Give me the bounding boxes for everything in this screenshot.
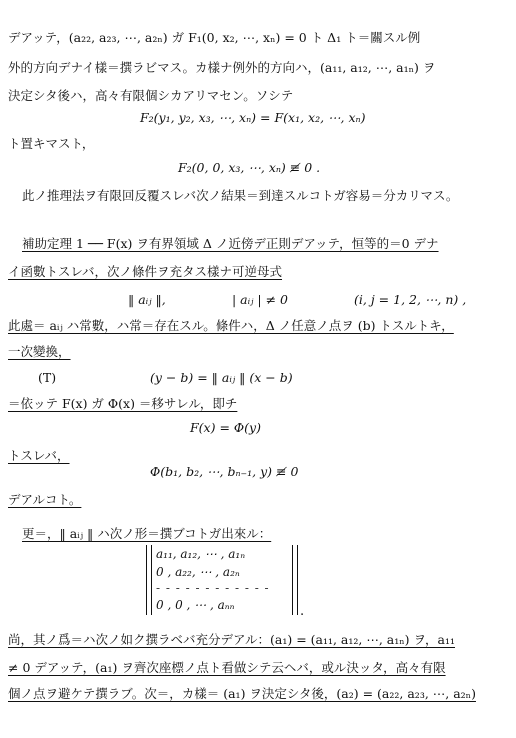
text-line-2: 外的方向デナイ樣＝撰ラビマス。カ樣ナ例外的方向ハ，(a₁₁, a₁₂, ⋯, a₁ₙ) ヲ bbox=[8, 60, 436, 75]
lemma-1-heading: 補助定理 1 ── F(x) ヲ有界領域 Δ ノ近傍デ正則デアッテ，恒等的＝0 デナ bbox=[22, 236, 439, 251]
matrix-row-ellipsis: - - - - - - - - - - - - bbox=[156, 581, 270, 595]
matrix-period: . bbox=[300, 604, 305, 619]
text-line-20: 尚，其ノ爲＝ハ次ノ如ク撰ラベバ充分デアル：(a₁) = (a₁₁, a₁₂, ⋯, a₁ₙ) ヲ，a₁₁ bbox=[8, 632, 455, 647]
text-line-1: デアッテ，(a₂₂, a₂₃, ⋯, a₂ₙ) ガ F₁(0, x₂, ⋯, xₙ) = 0 ト Δ₁ ト＝關スル例 bbox=[8, 30, 421, 45]
matrix-row-n: 0 , 0 , ⋯ , aₙₙ bbox=[156, 598, 235, 612]
text-line-16: トスレバ， bbox=[8, 448, 70, 463]
matrix-left-norm-bar bbox=[146, 545, 152, 615]
text-line-22: 個ノ点ヲ避ケテ撰ラブ。次＝，カ樣＝ (a₁) ヲ決定シタ後，(a₂) = (a₂₂, a₂₃, ⋯, a₂ₙ) bbox=[8, 686, 476, 701]
index-range: (i, j = 1, 2, ⋯, n) , bbox=[354, 292, 467, 307]
text-line-5: ト置キマスト， bbox=[8, 136, 95, 151]
equation-phi-nonzero: Φ(b₁, b₂, ⋯, bₙ₋₁, y) ≢ 0 bbox=[150, 464, 299, 479]
text-line-21: ≠ 0 デアッテ，(a₁) ヲ齊次座標ノ点ト看做シテ云ヘバ，或ル決ッタ，高々有限 bbox=[8, 660, 446, 675]
determinant-condition: | aᵢⱼ | ≠ 0 bbox=[232, 292, 289, 307]
text-line-3: 決定シタ後ハ，高々有限個シカアリマセン。ソシテ bbox=[8, 88, 294, 103]
equation-f2-nonzero: F₂(0, 0, x₃, ⋯, xₙ) ≢ 0 . bbox=[178, 160, 321, 175]
equation-f2-definition: F₂(y₁, y₂, x₃, ⋯, xₙ) = F(x₁, x₂, ⋯, xₙ) bbox=[140, 110, 366, 125]
matrix-row-1: a₁₁, a₁₂, ⋯ , a₁ₙ bbox=[156, 547, 246, 561]
transformation-equation: (y − b) = ‖ aᵢⱼ ‖ (x − b) bbox=[150, 370, 293, 385]
text-line-19: 更＝，‖ aᵢⱼ ‖ ハ次ノ形＝撰ブコトガ出來ル： bbox=[22, 526, 272, 541]
lemma-1-line-2: イ函數トスレバ，次ノ條件ヲ充タス樣ナ可逆母式 bbox=[8, 264, 283, 279]
text-line-11: 此處＝ aᵢⱼ ハ常數，ハ常＝存在スル。條件ハ，Δ ノ任意ノ点ヲ (b) トスルトキ， bbox=[8, 318, 454, 333]
matrix-right-norm-bar bbox=[292, 545, 298, 615]
upper-triangular-matrix bbox=[146, 545, 298, 615]
text-line-14: ＝依ッテ F(x) ガ Φ(x) ＝移サレル，即チ bbox=[8, 396, 238, 411]
text-line-18: デアルコト。 bbox=[8, 492, 82, 507]
text-line-7: 此ノ推理法ヲ有限回反覆スレバ次ノ結果＝到達スルコトガ容易＝分カリマス。 bbox=[22, 188, 459, 203]
transformation-label: (T) bbox=[38, 370, 57, 385]
matrix-notation: ‖ aᵢⱼ ‖, bbox=[128, 292, 166, 307]
text-line-12: 一次變換， bbox=[8, 344, 71, 359]
equation-f-phi: F(x) = Φ(y) bbox=[190, 420, 261, 435]
matrix-row-2: 0 , a₂₂, ⋯ , a₂ₙ bbox=[156, 565, 240, 579]
